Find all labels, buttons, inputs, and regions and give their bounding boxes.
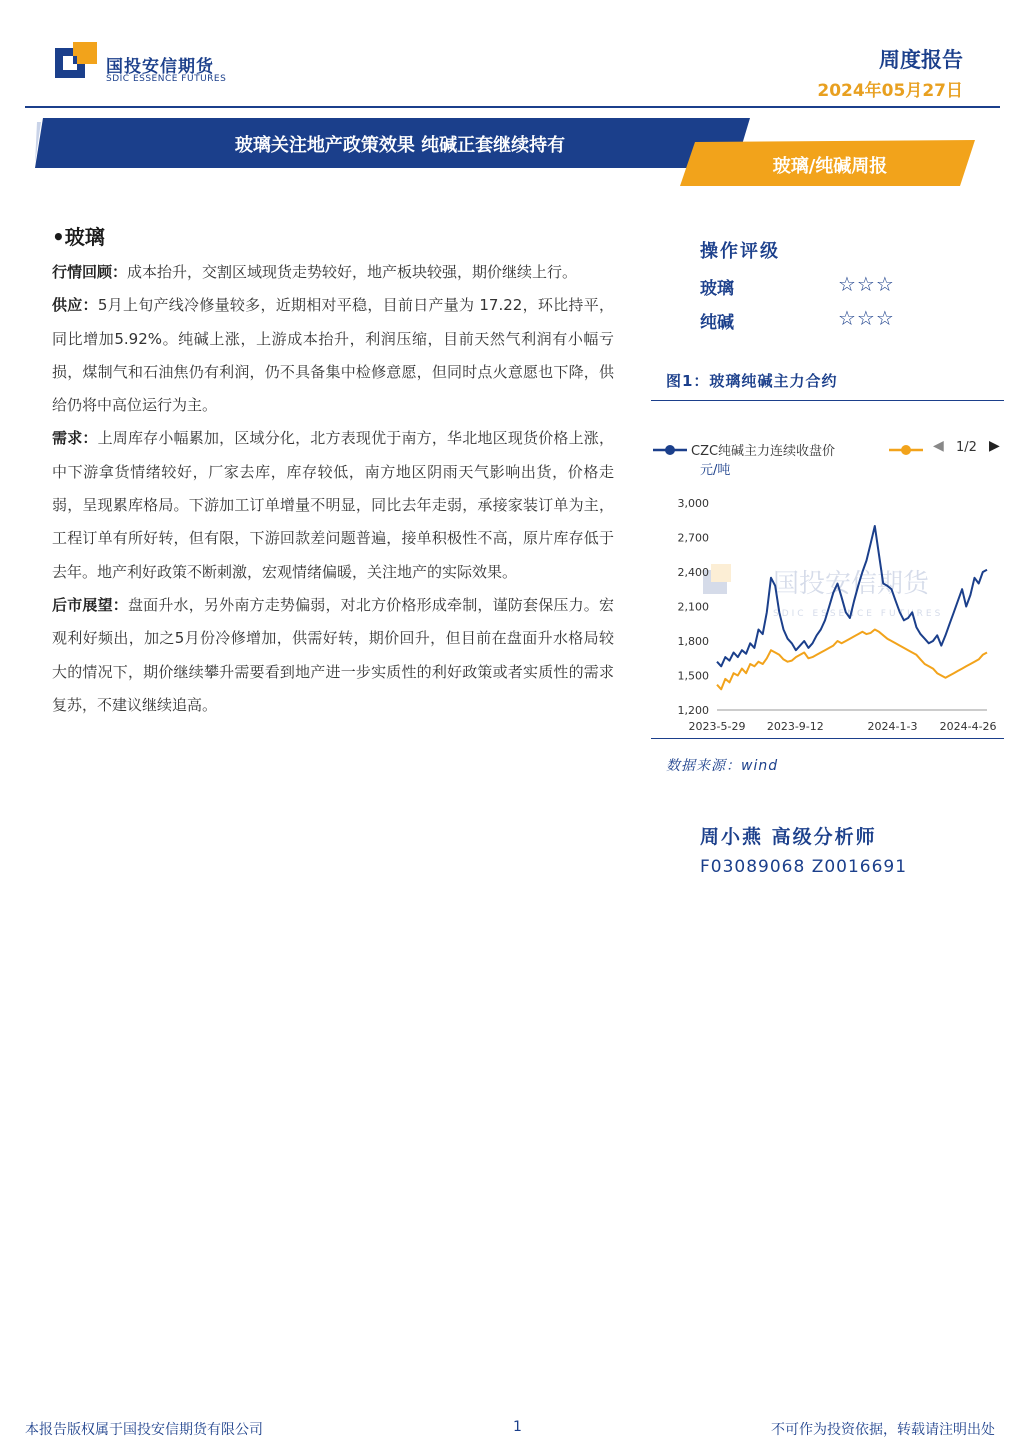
y-tick-label: 3,000 [677, 497, 709, 510]
figure-top-rule [651, 400, 1004, 401]
legend-swatch-series2[interactable] [889, 444, 923, 456]
report-date: 2024年05月27日 [817, 81, 963, 101]
legend-swatch-series1 [653, 444, 687, 456]
paragraph-label: 需求： [52, 429, 98, 448]
paragraph-outlook [52, 589, 614, 722]
paragraph-label: 供应： [52, 296, 98, 315]
section-title: •玻璃 [52, 225, 105, 249]
paragraph-label: 行情回顾： [52, 263, 128, 281]
analyst-name: 周小燕 高级分析师 [700, 826, 877, 848]
analyst-license-ids: F03089068 Z0016691 [700, 857, 908, 877]
paragraph-text: 5月上旬产线冷修量较多，近期相对平稳，目前日产量为 17.22，环比持平，同比增加5.92%。纯碱上涨，上游成本抬升，利润压缩，目前天然气利润有小幅亏损，煤制气和石油焦仍有利润，仍不具备集中检修意愿，但同时点火意愿也下降，供给仍将中高位运行为主。 [52, 296, 614, 415]
watermark-text-en: SDIC ESSENCE FUTURES [773, 609, 944, 619]
page-number: 1 [513, 1419, 522, 1435]
rating-title: 操作评级 [700, 241, 780, 262]
chart-unit: 元/吨 [700, 463, 731, 478]
x-tick-label: 2023-5-29 [688, 720, 746, 733]
x-tick-label: 2024-4-26 [939, 720, 997, 733]
report-type: 周度报告 [879, 48, 963, 72]
company-logo [55, 42, 97, 82]
y-tick-label: 1,200 [677, 704, 709, 717]
paragraph-text: 盘面升水，另外南方走势偏弱，对北方价格形成牵制，谨防套保压力。宏观利好频出，加之5月份冷修增加，供需好转，期价回升，但目前在盘面升水格局较大的情况下，期价继续攀升需要看到地产进一步实质性的利好政策或者实质性的需求复苏，不建议继续追高。 [52, 595, 614, 714]
rating-name-glass: 玻璃 [700, 279, 734, 299]
rating-stars-soda: ☆☆☆ [838, 306, 895, 330]
paragraph-review [52, 256, 614, 289]
x-tick-label: 2024-1-3 [867, 720, 918, 733]
rating-stars-glass: ☆☆☆ [838, 272, 895, 296]
y-tick-label: 2,400 [677, 566, 709, 579]
y-tick-label: 1,800 [677, 635, 709, 648]
watermark-text-cn: 国投安信期货 [773, 569, 930, 599]
legend-next-icon[interactable]: ▶ [989, 438, 1000, 454]
x-tick-label: 2023-9-12 [766, 720, 824, 733]
report-tag: 玻璃/纯碱周报 [772, 156, 888, 177]
paragraph-text: 成本抬升，交割区域现货走势较好，地产板块较强，期价继续上行。 [127, 263, 578, 281]
figure-title: 图1：玻璃纯碱主力合约 [666, 372, 838, 390]
report-title: 玻璃关注地产政策效果 纯碱正套继续持有 [234, 135, 566, 156]
paragraph-demand [52, 422, 614, 588]
price-line-chart [651, 470, 1004, 735]
chart-watermark [703, 564, 943, 619]
y-tick-label: 2,100 [677, 600, 709, 614]
company-name-cn: 国投安信期货 [106, 57, 214, 77]
legend-label-series1: CZC纯碱主力连续收盘价 [691, 444, 836, 459]
footer-disclaimer: 不可作为投资依据，转载请注明出处 [771, 1422, 995, 1438]
report-body [52, 256, 614, 722]
paragraph-text: 上周库存小幅累加，区域分化，北方表现优于南方，华北地区现货价格上涨，中下游拿货情绪较好，厂家去库，库存较低，南方地区阴雨天气影响出货，价格走弱，呈现累库格局。下游加工订单增量不明显，同比去年走弱，承接家装订单为主，工程订单有所好转，但有限，下游回款差问题普遍，接单积极性不高，原片库存低于去年。地产利好政策不断刺激，宏观情绪偏暖，关注地产的实际效果。 [52, 429, 614, 581]
footer-copyright: 本报告版权属于国投安信期货有限公司 [25, 1422, 263, 1438]
paragraph-supply [52, 289, 614, 422]
data-source: 数据来源：wind [666, 758, 779, 774]
paragraph-label: 后市展望： [52, 595, 128, 614]
y-tick-label: 2,700 [677, 531, 709, 545]
company-name-en: SDIC ESSENCE FUTURES [106, 74, 227, 84]
figure-bottom-rule [651, 738, 1004, 739]
legend-prev-icon[interactable]: ◀ [933, 438, 944, 454]
y-tick-label: 1,500 [677, 669, 709, 683]
rating-name-soda: 纯碱 [700, 313, 734, 333]
legend-pager: 1/2 [956, 440, 977, 455]
header-divider [25, 106, 1000, 108]
